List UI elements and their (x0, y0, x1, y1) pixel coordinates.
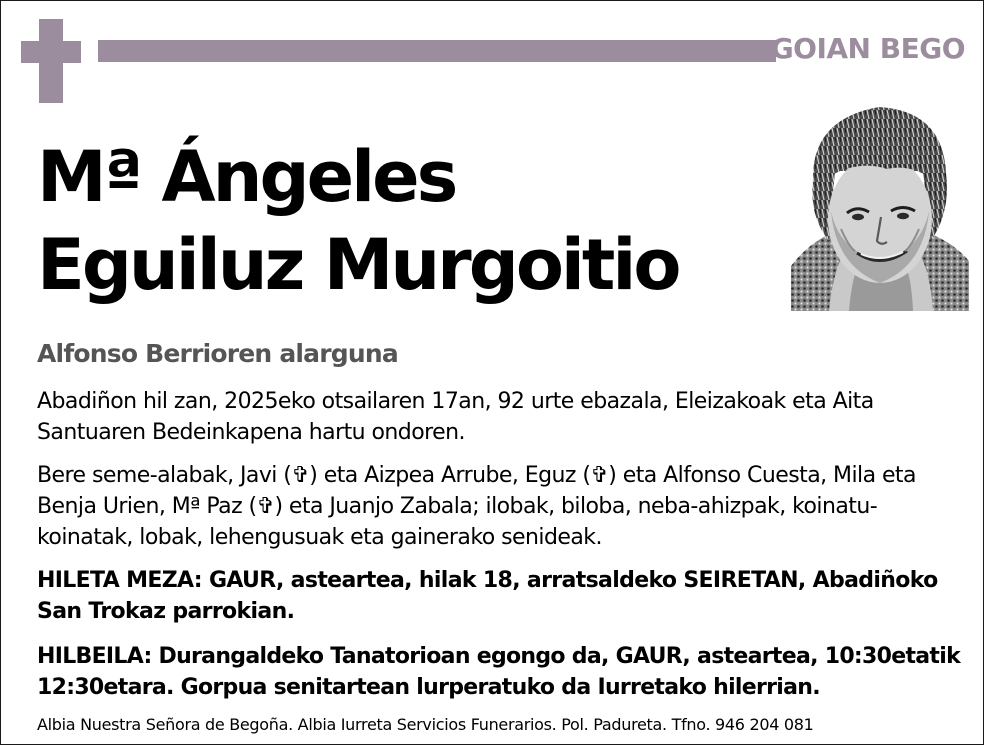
wake-text: HILBEILA: Durangaldeko Tanatorioan egongo da, GAUR, asteartea, 10:30etatik 12:30etara. Gorpua senitartean lurperatuko da Iurretako hilerrian. (37, 644, 961, 700)
deceased-name-line2: Eguiluz Murgoitio (37, 224, 679, 306)
header-band (98, 40, 776, 62)
relation-subtitle: Alfonso Berrioren alarguna (37, 339, 398, 368)
cross-icon-arm (21, 41, 81, 63)
deceased-name (37, 133, 678, 309)
funeral-mass-text: HILETA MEZA: GAUR, asteartea, hilak 18, arratsaldeko SEIRETAN, Abadiñoko San Trokaz parrokian. (37, 568, 938, 624)
publication-title: GOIAN BEGO (770, 32, 965, 65)
funeral-home-footer: Albia Nuestra Señora de Begoña. Albia Iurreta Servicios Funerarios. Pol. Padureta. Tfno. 946 204 081 (37, 715, 814, 734)
portrait-photo (791, 101, 969, 311)
family-text: Bere seme-alabak, Javi (✞) eta Aizpea Arrube, Eguz (✞) eta Alfonso Cuesta, Mila eta Benja Urien, Mª Paz (✞) eta Juanjo Zabala; ilobak, biloba, neba-ahizpak, koinatu-koinatak, lobak, lehengusuak eta gainerako senideak. (37, 463, 916, 550)
death-notice-text: Abadiñon hil zan, 2025eko otsailaren 17an, 92 urte ebazala, Eleizakoak eta Aita Santuaren Bedeinkapena hartu ondoren. (37, 389, 874, 445)
deceased-name-line1: Mª Ángeles (37, 136, 456, 218)
